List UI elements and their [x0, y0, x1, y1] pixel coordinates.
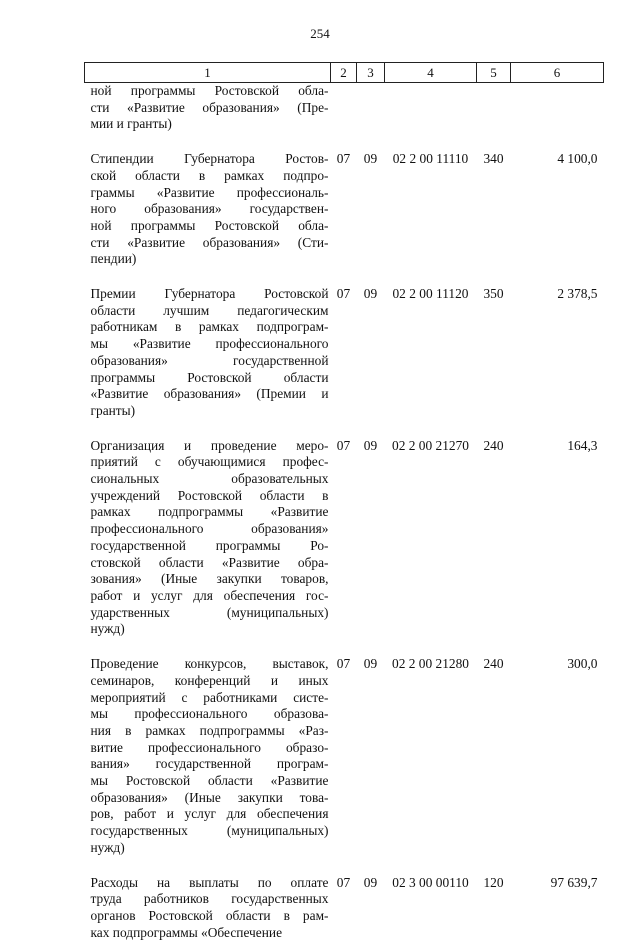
description-line: Премии Губернатора Ростовской	[91, 286, 329, 303]
row-amount: 300,0	[511, 638, 604, 856]
header-col-2: 2	[331, 63, 357, 83]
table-row	[85, 638, 604, 856]
description-line: вания» государственной програм-	[91, 756, 329, 773]
table-row	[85, 857, 604, 941]
description-line: ров, работ и услуг для обеспечения	[91, 806, 329, 823]
row-amount: 2 378,5	[511, 268, 604, 420]
row-section	[331, 83, 357, 134]
row-section: 07	[331, 133, 357, 268]
description-line: ного образования» государствен-	[91, 201, 329, 218]
description-line: образования» (Иные закупки това-	[91, 790, 329, 807]
row-expense-type: 350	[477, 268, 511, 420]
row-description	[85, 420, 331, 638]
budget-table	[84, 62, 604, 941]
row-target-article: 02 3 00 00110	[385, 857, 477, 941]
description-line: государственных (муниципальных)	[91, 823, 329, 840]
description-line: стовской области «Развитие обра-	[91, 555, 329, 572]
description-line: работникам в рамках подпрограм-	[91, 319, 329, 336]
row-description	[85, 83, 331, 134]
row-subsection: 09	[357, 638, 385, 856]
row-description	[85, 857, 331, 941]
row-amount	[511, 83, 604, 134]
row-section: 07	[331, 420, 357, 638]
header-col-6: 6	[511, 63, 604, 83]
row-subsection: 09	[357, 420, 385, 638]
description-line: профессионального образования»	[91, 521, 329, 538]
description-line: мы Ростовской области «Развитие	[91, 773, 329, 790]
description-line: Проведение конкурсов, выставок,	[91, 656, 329, 673]
row-amount: 164,3	[511, 420, 604, 638]
description-line: Стипендии Губернатора Ростов-	[91, 151, 329, 168]
description-line: «Развитие образования» (Премии и	[91, 386, 329, 403]
row-subsection	[357, 83, 385, 134]
header-col-5: 5	[477, 63, 511, 83]
description-line: сти «Развитие образования» (Пре-	[91, 100, 329, 117]
description-line: ках подпрограммы «Обеспечение	[91, 925, 329, 941]
description-line: мероприятий с работниками систе-	[91, 690, 329, 707]
description-line: нужд)	[91, 621, 329, 638]
header-col-1: 1	[85, 63, 331, 83]
header-col-3: 3	[357, 63, 385, 83]
row-subsection: 09	[357, 857, 385, 941]
row-section: 07	[331, 638, 357, 856]
row-description	[85, 268, 331, 420]
description-line: сти «Развитие образования» (Сти-	[91, 235, 329, 252]
description-line: государственной программы Ро-	[91, 538, 329, 555]
description-line: мы «Развитие профессионального	[91, 336, 329, 353]
row-description	[85, 638, 331, 856]
description-line: нужд)	[91, 840, 329, 857]
description-line: граммы «Развитие профессиональ-	[91, 185, 329, 202]
page-number: 254	[0, 26, 640, 42]
description-line: органов Ростовской области в рам-	[91, 908, 329, 925]
description-line: сиональных образовательных	[91, 471, 329, 488]
description-line: ударственных (муниципальных)	[91, 605, 329, 622]
description-line: ной программы Ростовской обла-	[91, 218, 329, 235]
description-line: работ и услуг для обеспечения гос-	[91, 588, 329, 605]
row-subsection: 09	[357, 133, 385, 268]
table-row	[85, 420, 604, 638]
description-line: образования» государственной	[91, 353, 329, 370]
description-line: приятий с обучающимися профес-	[91, 454, 329, 471]
description-line: семинаров, конференций и иных	[91, 673, 329, 690]
header-col-4: 4	[385, 63, 477, 83]
description-line: витие профессионального образо-	[91, 740, 329, 757]
description-line: Расходы на выплаты по оплате	[91, 875, 329, 892]
table-header	[85, 63, 604, 83]
row-section: 07	[331, 268, 357, 420]
table-body	[85, 83, 604, 941]
row-target-article: 02 2 00 11120	[385, 268, 477, 420]
row-expense-type: 240	[477, 638, 511, 856]
row-amount: 4 100,0	[511, 133, 604, 268]
row-subsection: 09	[357, 268, 385, 420]
row-target-article: 02 2 00 21280	[385, 638, 477, 856]
table-row	[85, 133, 604, 268]
row-expense-type: 240	[477, 420, 511, 638]
description-line: области лучшим педагогическим	[91, 303, 329, 320]
description-line: учреждений Ростовской области в	[91, 488, 329, 505]
row-target-article: 02 2 00 21270	[385, 420, 477, 638]
description-line: мии и гранты)	[91, 116, 329, 133]
description-line: ской области в рамках подпро-	[91, 168, 329, 185]
description-line: гранты)	[91, 403, 329, 420]
row-amount: 97 639,7	[511, 857, 604, 941]
description-line: труда работников государственных	[91, 891, 329, 908]
description-line: ния в рамках подпрограммы «Раз-	[91, 723, 329, 740]
description-line: программы Ростовской области	[91, 370, 329, 387]
description-line: зования» (Иные закупки товаров,	[91, 571, 329, 588]
description-line: пендии)	[91, 251, 329, 268]
table-row	[85, 83, 604, 134]
description-line: мы профессионального образова-	[91, 706, 329, 723]
row-description	[85, 133, 331, 268]
description-line: ной программы Ростовской обла-	[91, 83, 329, 100]
description-line: рамках подпрограммы «Развитие	[91, 504, 329, 521]
description-line: Организация и проведение меро-	[91, 438, 329, 455]
row-expense-type: 120	[477, 857, 511, 941]
row-expense-type	[477, 83, 511, 134]
row-expense-type: 340	[477, 133, 511, 268]
row-section: 07	[331, 857, 357, 941]
row-target-article: 02 2 00 11110	[385, 133, 477, 268]
table-row	[85, 268, 604, 420]
row-target-article	[385, 83, 477, 134]
